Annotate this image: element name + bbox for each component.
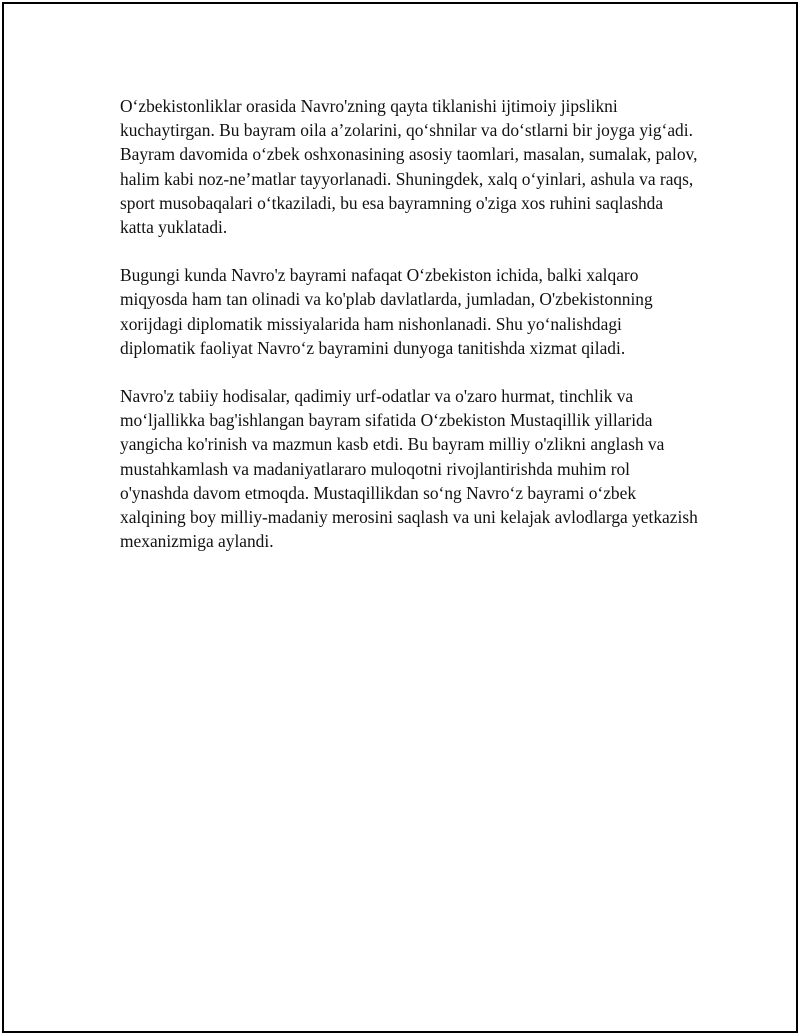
paragraph-3: Navro'z tabiiy hodisalar, qadimiy urf-odatlar va o'zaro hurmat, tinchlik va mo‘ljallikka bag'ishlangan bayram sifatida O‘zbekiston Mustaqillik yillarida yangicha ko'rinish va mazmun kasb etdi. Bu bayram milliy o'zlikni anglash va mustahkamlash va madaniyatlararo muloqotni rivojlantirishda muhim rol o'ynashda davom etmoqda. Mustaqillikdan so‘ng Navro‘z bayrami o‘zbek xalqining boy milliy-madaniy merosini saqlash va uni kelajak avlodlarga yetkazish mexanizmiga aylandi. [120,386,698,552]
paragraph-1: O‘zbekistonliklar orasida Navro'zning qayta tiklanishi ijtimoiy jipslikni kuchaytirgan. Bu bayram oila a’zolarini, qo‘shnilar va do‘stlarni bir joyga yig‘adi. Bayram davomida o‘zbek oshxonasining asosiy taomlari, masalan, sumalak, palov, halim kabi noz-ne’matlar tayyorlanadi. Shuningdek, xalq o‘yinlari, ashula va raqs, sport musobaqalari o‘tkaziladi, bu esa bayramning o'ziga xos ruhini saqlashda katta yuklatadi. [120,96,698,238]
paragraph-2: Bugungi kunda Navro'z bayrami nafaqat O‘zbekiston ichida, balki xalqaro miqyosda ham tan olinadi va ko'plab davlatlarda, jumladan, O'zbekistonning xorijdagi diplomatik missiyalarida ham nishonlanadi. Shu yo‘nalishdagi diplomatik faoliyat Navro‘z bayramini dunyoga tanitishda xizmat qiladi. [120,265,653,358]
document-body [120,94,700,577]
page-frame [2,2,798,1033]
